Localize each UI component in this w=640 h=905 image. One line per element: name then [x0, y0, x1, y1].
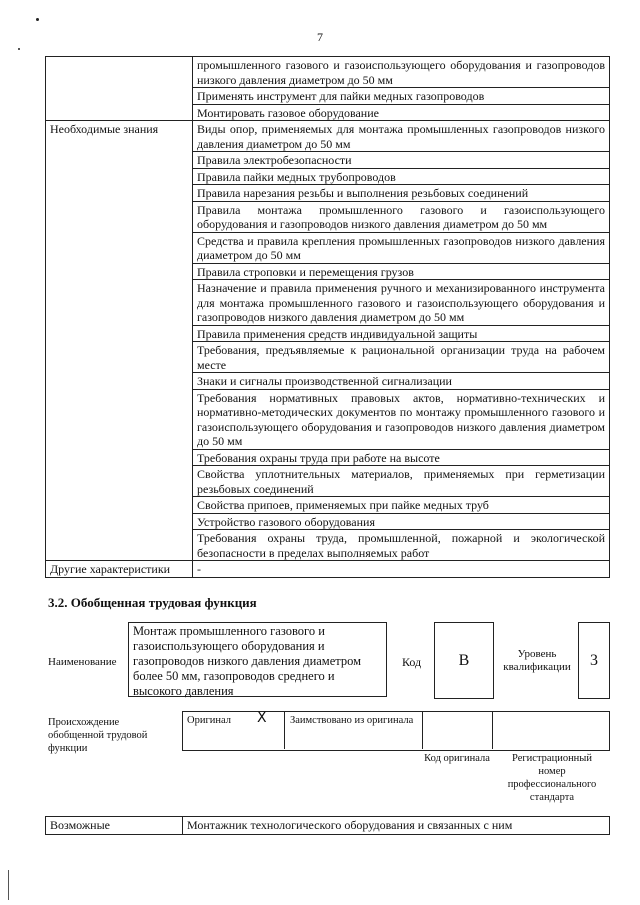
bottom-table [45, 816, 610, 835]
row-text: Правила электробезопасности [193, 152, 610, 169]
row-text: Виды опор, применяемых для монтажа промышленных газопроводов низкого давления диаметром до 50 мм [193, 121, 610, 152]
row-text: Правила монтажа промышленного газового и газоиспользующего оборудования и газопроводов низкого давления диаметром до 50 мм [193, 201, 610, 232]
row-category: Другие характеристики [46, 561, 193, 578]
page-number: 7 [317, 30, 323, 44]
row-text: Устройство газового оборудования [193, 513, 610, 530]
origin-label: Происхождение обобщенной трудовой функции [48, 717, 148, 754]
code-value-box: B [434, 622, 494, 699]
level-value-box: 3 [578, 622, 610, 699]
table-row [46, 57, 610, 88]
original-label: Оригинал [187, 715, 231, 726]
row-text: Средства и правила крепления промышленных газопроводов низкого давления диаметром до 50 мм [193, 232, 610, 263]
row-text: Правила пайки медных трубопроводов [193, 168, 610, 185]
table-row [46, 121, 610, 152]
row-text: Правила строповки и перемещения грузов [193, 263, 610, 280]
bottom-col1: Возможные [46, 817, 183, 835]
row-text: Назначение и правила применения ручного и механизированного инструмента для монтажа промышленного газового и газоиспользующего оборудования и газопроводов низкого давления диаметром до 50 мм [193, 280, 610, 326]
section-heading: 3.2. Обобщенная трудовая функция [48, 595, 257, 610]
row-category: Необходимые знания [46, 121, 193, 561]
row-text: промышленного газового и газоиспользующего оборудования и газопроводов низкого давления диаметром до 50 мм [193, 57, 610, 88]
row-text: Требования нормативных правовых актов, нормативно-технических и нормативно-методических документов по монтажу промышленного газового и газоиспользующего оборудования и газопроводов низкого давления диаметром до 50 мм [193, 389, 610, 449]
row-text: Свойства припоев, применяемых при пайке медных труб [193, 497, 610, 514]
knowledge-table [45, 56, 610, 578]
bottom-col2: Монтажник технологического оборудования и связанных с ним [183, 817, 610, 835]
row-category [46, 57, 193, 121]
table-row [46, 561, 610, 578]
original-mark: X [257, 710, 267, 726]
row-text: Требования охраны труда, промышленной, пожарной и экологической безопасности в пределах выполняемых работ [193, 530, 610, 561]
row-text: Правила нарезания резьбы и выполнения резьбовых соединений [193, 185, 610, 202]
code-label: Код [402, 655, 422, 669]
row-text: Знаки и сигналы производственной сигнализации [193, 373, 610, 390]
origin-divider-2 [422, 711, 423, 749]
reg-number-label: Регистрационный номер профессионального стандарта [507, 753, 597, 803]
row-text: Требования охраны труда при работе на высоте [193, 449, 610, 466]
origin-divider-3 [492, 711, 493, 749]
code-original-label: Код оригинала [424, 753, 490, 764]
scan-dot [36, 18, 39, 21]
row-text: Требования, предъявляемые к рациональной организации труда на рабочем месте [193, 342, 610, 373]
row-text: Применять инструмент для пайки медных газопроводов [193, 88, 610, 105]
row-text: Монтировать газовое оборудование [193, 104, 610, 121]
row-text: Правила применения средств индивидуальной защиты [193, 325, 610, 342]
scan-dot [18, 48, 20, 50]
level-label: Уровень квалификации [503, 648, 571, 673]
row-text: - [193, 561, 610, 578]
row-text: Свойства уплотнительных материалов, применяемых при герметизации резьбовых соединений [193, 466, 610, 497]
scan-edge-line [8, 870, 9, 900]
function-name-box: Монтаж промышленного газового и газоиспользующего оборудования и газопроводов низкого давления диаметром более 50 мм, газопроводов среднего и высокого давления [128, 622, 387, 697]
name-label: Наименование [48, 656, 117, 668]
borrowed-label: Заимствовано из оригинала [290, 715, 414, 726]
origin-divider-1 [284, 711, 285, 749]
